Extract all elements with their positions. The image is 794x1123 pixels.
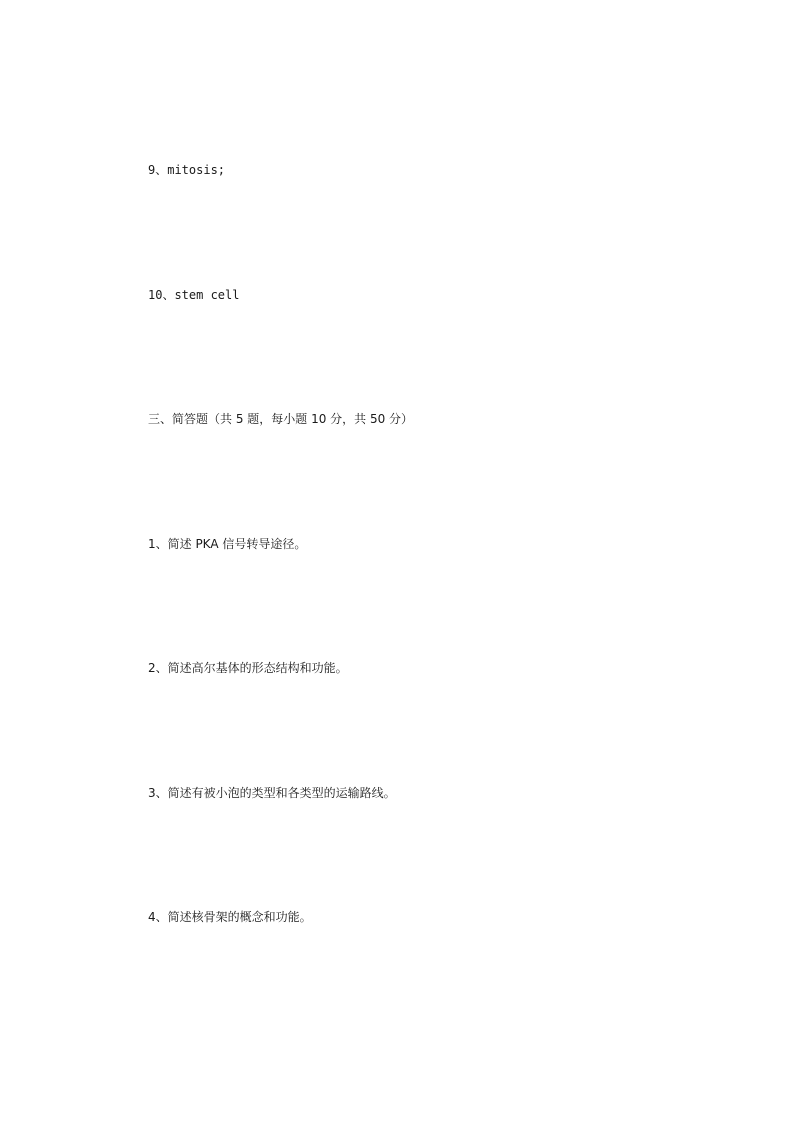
question-item-4: 4、简述核骨架的概念和功能。 (148, 910, 312, 924)
question-item-2: 2、简述高尔基体的形态结构和功能。 (148, 661, 348, 675)
question-item-1: 1、简述 PKA 信号转导途径。 (148, 537, 307, 551)
term-item-stem-cell: 10、stem cell (148, 288, 240, 302)
question-item-3: 3、简述有被小泡的类型和各类型的运输路线。 (148, 786, 396, 800)
term-item-mitosis: 9、mitosis; (148, 163, 226, 177)
section-heading: 三、简答题（共 5 题，每小题 10 分，共 50 分） (148, 412, 414, 426)
